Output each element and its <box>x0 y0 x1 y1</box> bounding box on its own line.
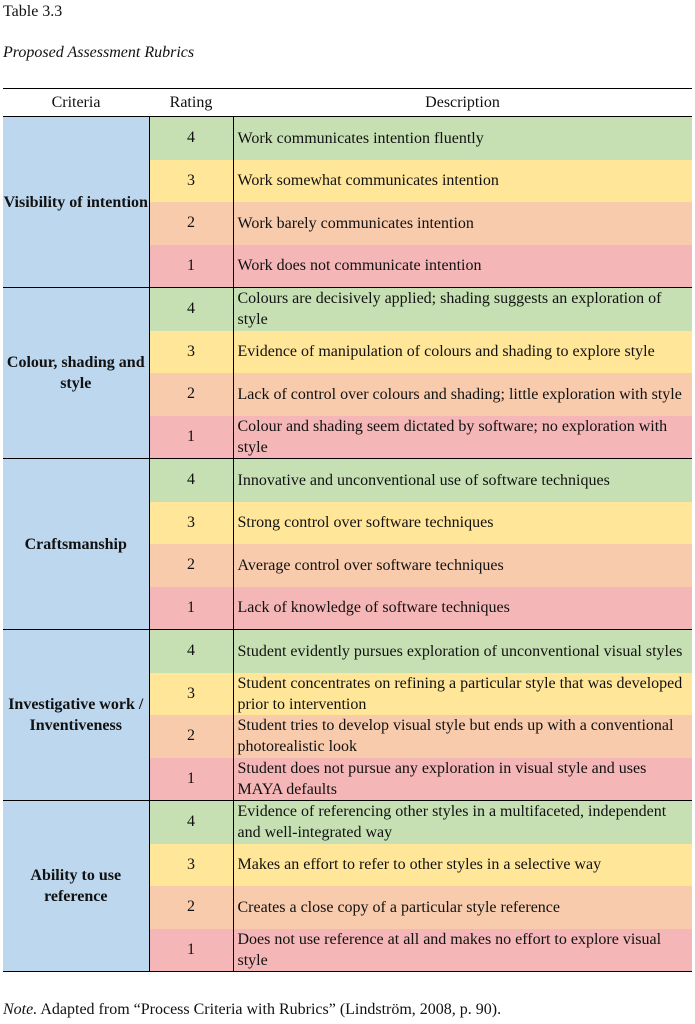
header-row <box>3 89 692 117</box>
description-cell: Student tries to develop visual style but ends up with a conventional photorealistic look <box>233 715 692 758</box>
description-cell: Average control over software techniques <box>233 544 692 587</box>
rating-cell: 1 <box>149 587 233 630</box>
description-cell: Lack of control over colours and shading; little exploration with style <box>233 373 692 416</box>
rating-cell: 3 <box>149 844 233 887</box>
rating-cell: 4 <box>149 117 233 160</box>
criterion-colour-shading-style: Colour, shading and style <box>3 288 149 459</box>
rating-cell: 4 <box>149 801 233 844</box>
rubric-table <box>3 88 692 972</box>
rating-cell: 1 <box>149 245 233 288</box>
description-cell: Innovative and unconventional use of software techniques <box>233 459 692 502</box>
criterion-visibility-of-intention: Visibility of intention <box>3 117 149 288</box>
description-cell: Colour and shading seem dictated by software; no exploration with style <box>233 416 692 459</box>
criterion-craftsmanship: Craftsmanship <box>3 459 149 630</box>
header-criteria: Criteria <box>3 89 149 117</box>
description-cell: Colours are decisively applied; shading suggests an exploration of style <box>233 288 692 331</box>
rating-cell: 1 <box>149 758 233 801</box>
description-cell: Lack of knowledge of software techniques <box>233 587 692 630</box>
rating-cell: 3 <box>149 673 233 716</box>
description-cell: Work communicates intention fluently <box>233 117 692 160</box>
description-cell: Student does not pursue any exploration in visual style and uses MAYA defaults <box>233 758 692 801</box>
description-cell: Student evidently pursues exploration of unconventional visual styles <box>233 630 692 673</box>
description-cell: Work somewhat communicates intention <box>233 160 692 203</box>
table-row <box>3 630 692 673</box>
header-rating: Rating <box>149 89 233 117</box>
rating-cell: 2 <box>149 202 233 245</box>
table-note <box>3 1001 501 1019</box>
table-row <box>3 117 692 160</box>
criterion-ability-to-use-reference: Ability to use reference <box>3 801 149 972</box>
table-row <box>3 288 692 331</box>
description-cell: Work does not communicate intention <box>233 245 692 288</box>
table-row <box>3 459 692 502</box>
rating-cell: 2 <box>149 544 233 587</box>
header-description: Description <box>233 89 692 117</box>
table-row <box>3 801 692 844</box>
rating-cell: 3 <box>149 331 233 374</box>
rating-cell: 4 <box>149 288 233 331</box>
description-cell: Evidence of referencing other styles in a multifaceted, independent and well-integrated way <box>233 801 692 844</box>
rating-cell: 4 <box>149 630 233 673</box>
description-cell: Work barely communicates intention <box>233 202 692 245</box>
description-cell: Does not use reference at all and makes no effort to explore visual style <box>233 929 692 972</box>
description-cell: Student concentrates on refining a particular style that was developed prior to intervention <box>233 673 692 716</box>
description-cell: Strong control over software techniques <box>233 502 692 545</box>
rating-cell: 2 <box>149 715 233 758</box>
criterion-investigative-work: Investigative work / Inventiveness <box>3 630 149 801</box>
note-label: Note. <box>3 1001 38 1018</box>
table-number: Table 3.3 <box>3 3 63 20</box>
rating-cell: 2 <box>149 373 233 416</box>
rating-cell: 3 <box>149 160 233 203</box>
rating-cell: 4 <box>149 459 233 502</box>
rating-cell: 1 <box>149 416 233 459</box>
rating-cell: 3 <box>149 502 233 545</box>
description-cell: Evidence of manipulation of colours and shading to explore style <box>233 331 692 374</box>
note-text: Adapted from “Process Criteria with Rubrics” (Lindström, 2008, p. 90). <box>37 1001 502 1018</box>
description-cell: Creates a close copy of a particular style reference <box>233 886 692 929</box>
table-title: Proposed Assessment Rubrics <box>3 44 195 61</box>
rating-cell: 2 <box>149 886 233 929</box>
description-cell: Makes an effort to refer to other styles in a selective way <box>233 844 692 887</box>
rating-cell: 1 <box>149 929 233 972</box>
